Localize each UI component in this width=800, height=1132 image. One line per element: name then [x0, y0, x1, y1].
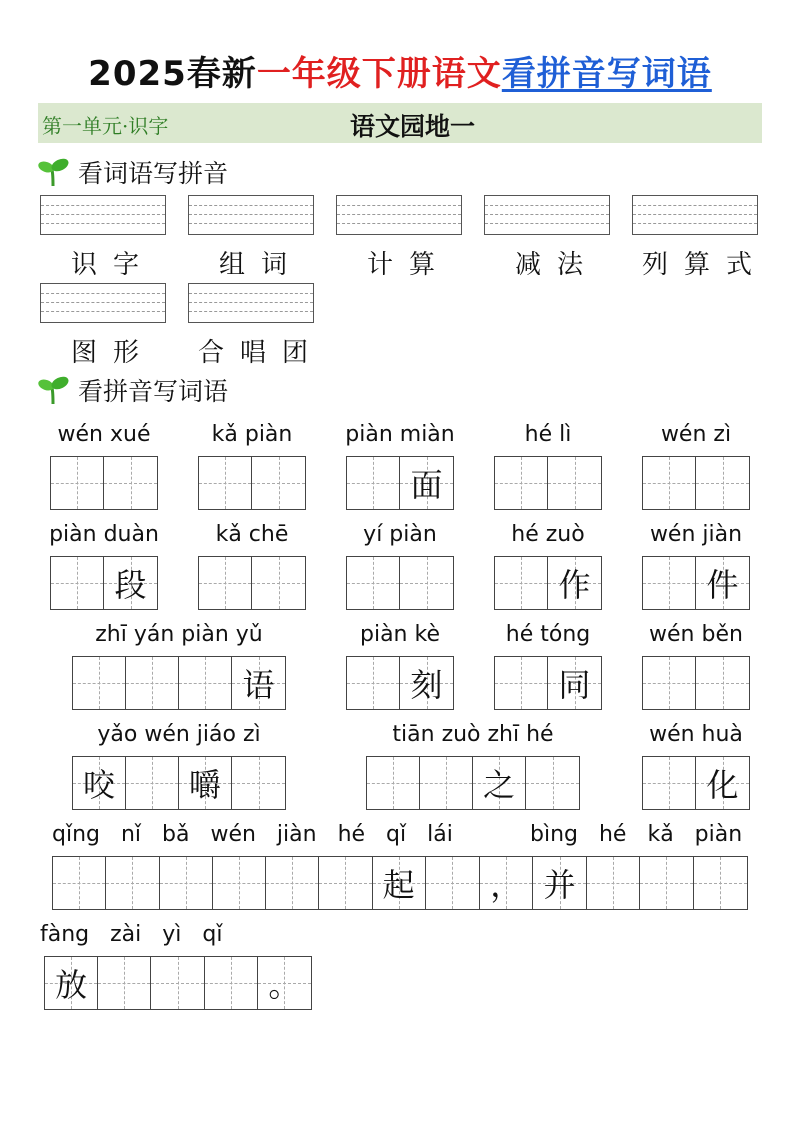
- pinyin-write-box[interactable]: [484, 195, 610, 235]
- given-char: 同: [558, 666, 591, 704]
- pinyin-write-box[interactable]: [336, 195, 462, 235]
- grid-cell[interactable]: [400, 657, 453, 709]
- pinyin-write-box[interactable]: [40, 195, 166, 235]
- given-char: 。: [268, 966, 301, 1004]
- grid-cell[interactable]: [640, 857, 693, 909]
- tian-grid[interactable]: [198, 556, 306, 610]
- grid-cell[interactable]: [104, 457, 157, 509]
- vocab-word: 识字: [70, 250, 155, 280]
- tian-grid[interactable]: [642, 556, 750, 610]
- tian-grid[interactable]: [494, 656, 602, 710]
- pinyin-label: yǎo wén jiáo zì: [97, 722, 261, 747]
- pinyin-label: piàn kè: [360, 622, 440, 647]
- pinyin-write-box[interactable]: [188, 283, 314, 323]
- vocab-word: 组词: [218, 250, 303, 280]
- given-char: [495, 457, 547, 509]
- given-char: [205, 957, 257, 1009]
- given-char: [694, 857, 747, 909]
- tian-grid[interactable]: [642, 756, 750, 810]
- lesson-title: 语文园地一: [350, 112, 476, 141]
- pinyin-label: wén zì: [660, 422, 732, 447]
- pinyin-label: bìng hé kǎ piàn: [530, 822, 743, 847]
- grid-cell[interactable]: [643, 757, 696, 809]
- given-char: [53, 857, 105, 909]
- vocab-word: 图形: [70, 338, 155, 368]
- sprout-icon: [38, 374, 70, 406]
- given-char: [347, 657, 399, 709]
- vocab-word: 列算式: [641, 250, 768, 280]
- grid-cell[interactable]: [495, 657, 548, 709]
- grid-cell[interactable]: [266, 857, 319, 909]
- tian-grid[interactable]: [494, 456, 602, 510]
- grid-cell[interactable]: [400, 557, 453, 609]
- grid-cell[interactable]: [696, 757, 749, 809]
- given-char: [696, 657, 749, 709]
- given-char: 嚼: [188, 766, 221, 804]
- given-char: [106, 857, 158, 909]
- given-char: [400, 557, 453, 609]
- grid-cell[interactable]: [53, 857, 106, 909]
- title-part-blue: 看拼音写词语: [501, 54, 712, 94]
- grid-cell[interactable]: [400, 457, 453, 509]
- grid-cell[interactable]: [98, 957, 151, 1009]
- grid-cell[interactable]: [526, 757, 579, 809]
- grid-cell[interactable]: [426, 857, 479, 909]
- tian-grid[interactable]: [52, 856, 480, 910]
- given-char: ，: [490, 866, 523, 904]
- grid-cell[interactable]: [160, 857, 213, 909]
- pinyin-label: yí piàn: [363, 522, 437, 547]
- grid-cell[interactable]: [51, 457, 104, 509]
- grid-cell[interactable]: [533, 857, 586, 909]
- given-char: [587, 857, 639, 909]
- given-char: 段: [114, 566, 147, 604]
- given-char: [104, 457, 157, 509]
- given-char: [266, 857, 318, 909]
- given-char: 刻: [410, 666, 443, 704]
- pinyin-label: hé zuò: [511, 522, 585, 547]
- pinyin-write-box[interactable]: [632, 195, 758, 235]
- grid-cell[interactable]: [252, 557, 305, 609]
- given-char: [640, 857, 692, 909]
- tian-grid[interactable]: [494, 556, 602, 610]
- grid-cell[interactable]: [104, 557, 157, 609]
- unit-label: 第一单元·识字: [42, 114, 169, 138]
- pinyin-label: fàng zài yì qǐ: [40, 922, 223, 947]
- grid-cell[interactable]: [696, 557, 749, 609]
- grid-cell[interactable]: [643, 557, 696, 609]
- given-char: [73, 657, 125, 709]
- grid-cell[interactable]: [347, 657, 400, 709]
- pinyin-label: wén jiàn: [649, 522, 743, 547]
- given-char: [420, 757, 472, 809]
- given-char: [696, 457, 749, 509]
- given-char: 并: [543, 866, 576, 904]
- given-char: [151, 957, 203, 1009]
- given-char: [548, 457, 601, 509]
- grid-cell[interactable]: [495, 557, 548, 609]
- given-char: 语: [242, 666, 275, 704]
- grid-cell[interactable]: [205, 957, 258, 1009]
- grid-cell[interactable]: [73, 757, 126, 809]
- given-char: 起: [382, 866, 415, 904]
- given-char: [643, 657, 695, 709]
- pinyin-label: qǐng nǐ bǎ wén jiàn hé qǐ lái: [52, 822, 453, 847]
- grid-cell[interactable]: [643, 457, 696, 509]
- given-char: [319, 857, 371, 909]
- grid-cell[interactable]: [347, 557, 400, 609]
- given-char: [199, 557, 251, 609]
- given-char: [526, 757, 579, 809]
- given-char: [213, 857, 265, 909]
- given-char: 面: [410, 466, 443, 504]
- tian-grid[interactable]: [50, 456, 158, 510]
- tian-grid[interactable]: [198, 456, 306, 510]
- pinyin-write-box[interactable]: [188, 195, 314, 235]
- given-char: [232, 757, 285, 809]
- given-char: [643, 457, 695, 509]
- tian-grid[interactable]: [366, 756, 580, 810]
- tian-grid[interactable]: [44, 956, 312, 1010]
- given-char: 化: [706, 766, 739, 804]
- given-char: [51, 557, 103, 609]
- given-char: [252, 557, 305, 609]
- given-char: [643, 757, 695, 809]
- grid-cell[interactable]: [151, 957, 204, 1009]
- grid-cell[interactable]: [45, 957, 98, 1009]
- vocab-word: 合唱团: [197, 338, 324, 368]
- tian-grid[interactable]: [480, 856, 748, 910]
- section-heading-look-words: [38, 154, 228, 190]
- tian-grid[interactable]: [72, 756, 286, 810]
- grid-cell[interactable]: [548, 457, 601, 509]
- given-char: 之: [482, 766, 515, 804]
- grid-cell[interactable]: [319, 857, 372, 909]
- tian-grid[interactable]: [346, 656, 454, 710]
- given-char: [347, 557, 399, 609]
- title-part-red: 一年级下册语文: [256, 54, 502, 94]
- given-char: [51, 457, 103, 509]
- grid-cell[interactable]: [73, 657, 126, 709]
- given-char: 作: [558, 566, 591, 604]
- pinyin-write-box[interactable]: [40, 283, 166, 323]
- grid-cell[interactable]: [373, 857, 426, 909]
- pinyin-label: tiān zuò zhī hé: [392, 722, 554, 747]
- tian-grid[interactable]: [642, 656, 750, 710]
- given-char: 咬: [82, 766, 115, 804]
- pinyin-label: kǎ piàn: [211, 422, 293, 447]
- page-title: [0, 46, 800, 95]
- given-char: 放: [55, 966, 88, 1004]
- grid-cell[interactable]: [587, 857, 640, 909]
- given-char: [179, 657, 231, 709]
- grid-cell[interactable]: [696, 657, 749, 709]
- section-title: 看词语写拼音: [77, 159, 228, 188]
- given-char: [426, 857, 479, 909]
- section-title: 看拼音写词语: [77, 377, 228, 406]
- vocab-word: 减法: [514, 250, 599, 280]
- given-char: [495, 657, 547, 709]
- grid-cell[interactable]: [199, 557, 252, 609]
- grid-cell[interactable]: [252, 457, 305, 509]
- given-char: [98, 957, 150, 1009]
- given-char: [126, 757, 178, 809]
- grid-cell[interactable]: [232, 757, 285, 809]
- grid-cell[interactable]: [548, 657, 601, 709]
- grid-cell[interactable]: [548, 557, 601, 609]
- given-char: [160, 857, 212, 909]
- grid-cell[interactable]: [480, 857, 533, 909]
- pinyin-label: zhī yán piàn yǔ: [95, 622, 263, 647]
- pinyin-label: hé tóng: [505, 622, 591, 647]
- given-char: [252, 457, 305, 509]
- tian-grid[interactable]: [346, 556, 454, 610]
- grid-cell[interactable]: [179, 757, 232, 809]
- pinyin-label: wén huà: [649, 722, 743, 747]
- grid-cell[interactable]: [696, 457, 749, 509]
- grid-cell[interactable]: [232, 657, 285, 709]
- pinyin-label: wén xué: [57, 422, 151, 447]
- given-char: [367, 757, 419, 809]
- pinyin-label: piàn duàn: [49, 522, 159, 547]
- grid-cell[interactable]: [495, 457, 548, 509]
- tian-grid[interactable]: [642, 456, 750, 510]
- pinyin-label: hé lì: [524, 422, 572, 447]
- unit-bar: [38, 103, 762, 143]
- given-char: [347, 457, 399, 509]
- grid-cell[interactable]: [213, 857, 266, 909]
- vocab-word: 计算: [366, 250, 451, 280]
- section-heading-look-pinyin: [38, 372, 228, 408]
- pinyin-label: wén běn: [649, 622, 743, 647]
- pinyin-label: kǎ chē: [215, 522, 289, 547]
- grid-cell[interactable]: [694, 857, 747, 909]
- pinyin-label: piàn miàn: [345, 422, 455, 447]
- grid-cell[interactable]: [643, 657, 696, 709]
- given-char: [199, 457, 251, 509]
- grid-cell[interactable]: [106, 857, 159, 909]
- tian-grid[interactable]: [346, 456, 454, 510]
- grid-cell[interactable]: [420, 757, 473, 809]
- grid-cell[interactable]: [126, 657, 179, 709]
- sprout-icon: [38, 156, 70, 188]
- given-char: [643, 557, 695, 609]
- given-char: [495, 557, 547, 609]
- given-char: 件: [706, 566, 739, 604]
- grid-cell[interactable]: [199, 457, 252, 509]
- grid-cell[interactable]: [51, 557, 104, 609]
- tian-grid[interactable]: [72, 656, 286, 710]
- grid-cell[interactable]: [473, 757, 526, 809]
- title-part-black: 2025春新: [88, 54, 257, 94]
- tian-grid[interactable]: [50, 556, 158, 610]
- grid-cell[interactable]: [126, 757, 179, 809]
- grid-cell[interactable]: [179, 657, 232, 709]
- given-char: [126, 657, 178, 709]
- grid-cell[interactable]: [347, 457, 400, 509]
- grid-cell[interactable]: [367, 757, 420, 809]
- grid-cell[interactable]: [258, 957, 311, 1009]
